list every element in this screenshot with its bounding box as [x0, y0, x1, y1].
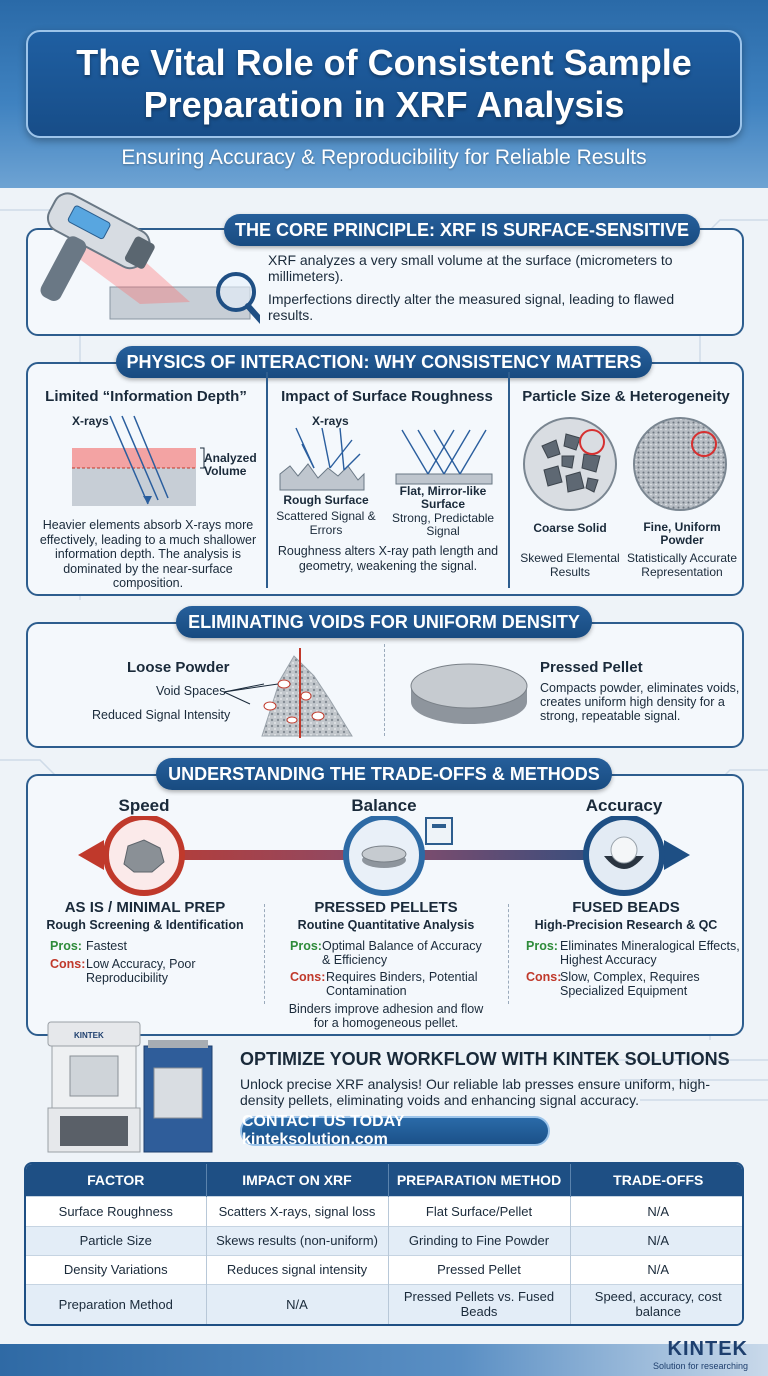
- table-cell: Preparation Method: [26, 1284, 206, 1324]
- physics-pill: PHYSICS OF INTERACTION: WHY CONSISTENCY MATTERS: [116, 346, 652, 378]
- core-principle-pill: THE CORE PRINCIPLE: XRF IS SURFACE-SENSITIVE: [224, 214, 700, 246]
- promo-title: OPTIMIZE YOUR WORKFLOW WITH KINTEK SOLUTIONS: [240, 1049, 730, 1069]
- voids-pill: ELIMINATING VOIDS FOR UNIFORM DENSITY: [176, 606, 592, 638]
- reduced-signal-label: Reduced Signal Intensity: [92, 708, 231, 722]
- table-cell: Pressed Pellets vs. Fused Beads: [388, 1284, 570, 1324]
- xrays-label-2: X-rays: [312, 414, 349, 428]
- voids-divider: [384, 644, 385, 736]
- roughness-heading: Impact of Surface Roughness: [281, 388, 493, 405]
- fine-powder-icon: [632, 416, 728, 512]
- method-1-sub: Rough Screening & Identification: [46, 918, 244, 932]
- tradeoffs-pill: UNDERSTANDING THE TRADE-OFFS & METHODS: [156, 758, 612, 790]
- table-cell: N/A: [570, 1255, 744, 1284]
- rough-surface-desc: Scattered Signal & Errors: [276, 509, 376, 537]
- method-2-cons-label: Cons:: [290, 970, 326, 984]
- method-divider-2: [508, 904, 509, 1004]
- table-cell: Pressed Pellet: [388, 1255, 570, 1284]
- kintek-logo: [653, 1338, 748, 1371]
- table-header-factor: FACTOR: [26, 1164, 206, 1196]
- core-line-2: Imperfections directly alter the measured signal, leading to flawed results.: [268, 291, 675, 323]
- method-2-note: Binders improve adhesion and flow for a homogeneous pellet.: [288, 1002, 484, 1030]
- title-box: [26, 30, 742, 138]
- method-3-pros: Eliminates Mineralogical Effects, Highest Accuracy: [560, 939, 740, 967]
- physics-divider-2: [508, 372, 510, 588]
- method-divider-1: [264, 904, 265, 1004]
- tradeoff-arrow-diagram: [78, 816, 690, 896]
- method-1-pros-label: Pros:: [50, 939, 82, 953]
- summary-table: [24, 1162, 744, 1326]
- info-depth-heading: Limited “Information Depth”: [45, 388, 247, 405]
- roughness-desc: Roughness alters X-ray path length and geometry, weakening the signal.: [277, 544, 499, 573]
- roughness-diagram: [278, 424, 500, 492]
- accuracy-label: Accuracy: [585, 796, 663, 815]
- table-row: [26, 1196, 744, 1226]
- table-cell: Scatters X-rays, signal loss: [206, 1196, 388, 1226]
- method-2-pros: Optimal Balance of Accuracy & Efficiency: [322, 939, 482, 967]
- method-2-sub: Routine Quantitative Analysis: [297, 918, 475, 932]
- table-row: [26, 1226, 744, 1255]
- contact-us-button[interactable]: CONTACT US TODAY kinteksolution.com: [240, 1116, 550, 1146]
- table-cell: Density Variations: [26, 1255, 206, 1284]
- hero-header: [0, 0, 768, 188]
- method-1-cons: Low Accuracy, Poor Reproducibility: [86, 957, 196, 985]
- physics-divider-1: [266, 372, 268, 588]
- table-cell: Reduces signal intensity: [206, 1255, 388, 1284]
- speed-label: Speed: [118, 796, 170, 815]
- table-header-impact: IMPACT ON XRF: [206, 1164, 388, 1196]
- table-cell: N/A: [206, 1284, 388, 1324]
- balance-label: Balance: [351, 796, 417, 815]
- xrf-analyzer-icon: [30, 192, 260, 342]
- rough-surface-title: Rough Surface: [283, 493, 369, 507]
- table-header-method: PREPARATION METHOD: [388, 1164, 570, 1196]
- flat-surface-desc: Strong, Predictable Signal: [391, 511, 495, 538]
- page-subtitle: Ensuring Accuracy & Reproducibility for Reliable Results: [121, 146, 647, 169]
- method-3-pros-label: Pros:: [526, 939, 558, 953]
- method-1-pros: Fastest: [86, 939, 127, 953]
- table-cell: Flat Surface/Pellet: [388, 1196, 570, 1226]
- flat-surface-title: Flat, Mirror-like Surface: [399, 484, 487, 511]
- table-row: [26, 1284, 744, 1324]
- method-1-title: AS IS / MINIMAL PREP: [64, 899, 226, 916]
- core-line-1: XRF analyzes a very small volume at the surface (micrometers to millimeters).: [268, 252, 673, 284]
- table-row: [26, 1255, 744, 1284]
- pressed-pellet-title: Pressed Pellet: [540, 659, 643, 676]
- table-header-tradeoffs: TRADE-OFFS: [570, 1164, 744, 1196]
- coarse-solid-icon: [522, 416, 618, 512]
- table-cell: Speed, accuracy, cost balance: [570, 1284, 744, 1324]
- xrays-label-1: X-rays: [72, 414, 109, 428]
- logo-name: KINTEK: [667, 1338, 748, 1360]
- fine-powder-title: Fine, Uniform Powder: [643, 520, 721, 547]
- table-cell: Surface Roughness: [26, 1196, 206, 1226]
- coarse-solid-desc: Skewed Elemental Results: [520, 551, 620, 579]
- lab-press-machines-image: [40, 1016, 224, 1156]
- logo-tagline: Solution for researching: [652, 1361, 748, 1371]
- table-header-row: [26, 1164, 744, 1196]
- info-depth-desc: Heavier elements absorb X-rays more effectively, leading to a much shallower information depth. The analysis is dominated by the near-surface composition.: [39, 518, 257, 590]
- particle-heading: Particle Size & Heterogeneity: [522, 388, 730, 405]
- table-cell: N/A: [570, 1196, 744, 1226]
- table-cell: Grinding to Fine Powder: [388, 1226, 570, 1255]
- loose-powder-title: Loose Powder: [127, 659, 230, 676]
- loose-powder-icon: [222, 640, 372, 740]
- machine-label: KINTEK: [74, 1031, 104, 1040]
- method-2-pros-label: Pros:: [290, 939, 322, 953]
- method-3-sub: High-Precision Research & QC: [534, 918, 718, 932]
- table-cell: Skews results (non-uniform): [206, 1226, 388, 1255]
- method-3-cons-label: Cons:: [526, 970, 562, 984]
- method-1-cons-label: Cons:: [50, 957, 86, 971]
- table-cell: N/A: [570, 1226, 744, 1255]
- coarse-solid-title: Coarse Solid: [533, 521, 607, 535]
- pressed-pellet-desc: Compacts powder, eliminates voids, creates uniform high density for a strong, repeatable signal.: [540, 681, 740, 723]
- page-title: The Vital Role of Consistent Sample Preparation in XRF Analysis: [76, 42, 692, 125]
- void-spaces-label: Void Spaces: [156, 684, 226, 698]
- method-2-cons: Requires Binders, Potential Contamination: [326, 970, 478, 998]
- pressed-pellet-icon: [406, 660, 532, 730]
- method-3-cons: Slow, Complex, Requires Specialized Equipment: [560, 970, 700, 998]
- method-2-title: PRESSED PELLETS: [314, 899, 458, 916]
- table-cell: Particle Size: [26, 1226, 206, 1255]
- fine-powder-desc: Statistically Accurate Representation: [626, 551, 738, 579]
- analyzed-volume-label: Analyzed Volume: [204, 451, 257, 478]
- method-3-title: FUSED BEADS: [572, 899, 680, 916]
- promo-desc: Unlock precise XRF analysis! Our reliable lab presses ensure uniform, high-density pellets, eliminating voids and enhancing signal accuracy.: [240, 1076, 710, 1108]
